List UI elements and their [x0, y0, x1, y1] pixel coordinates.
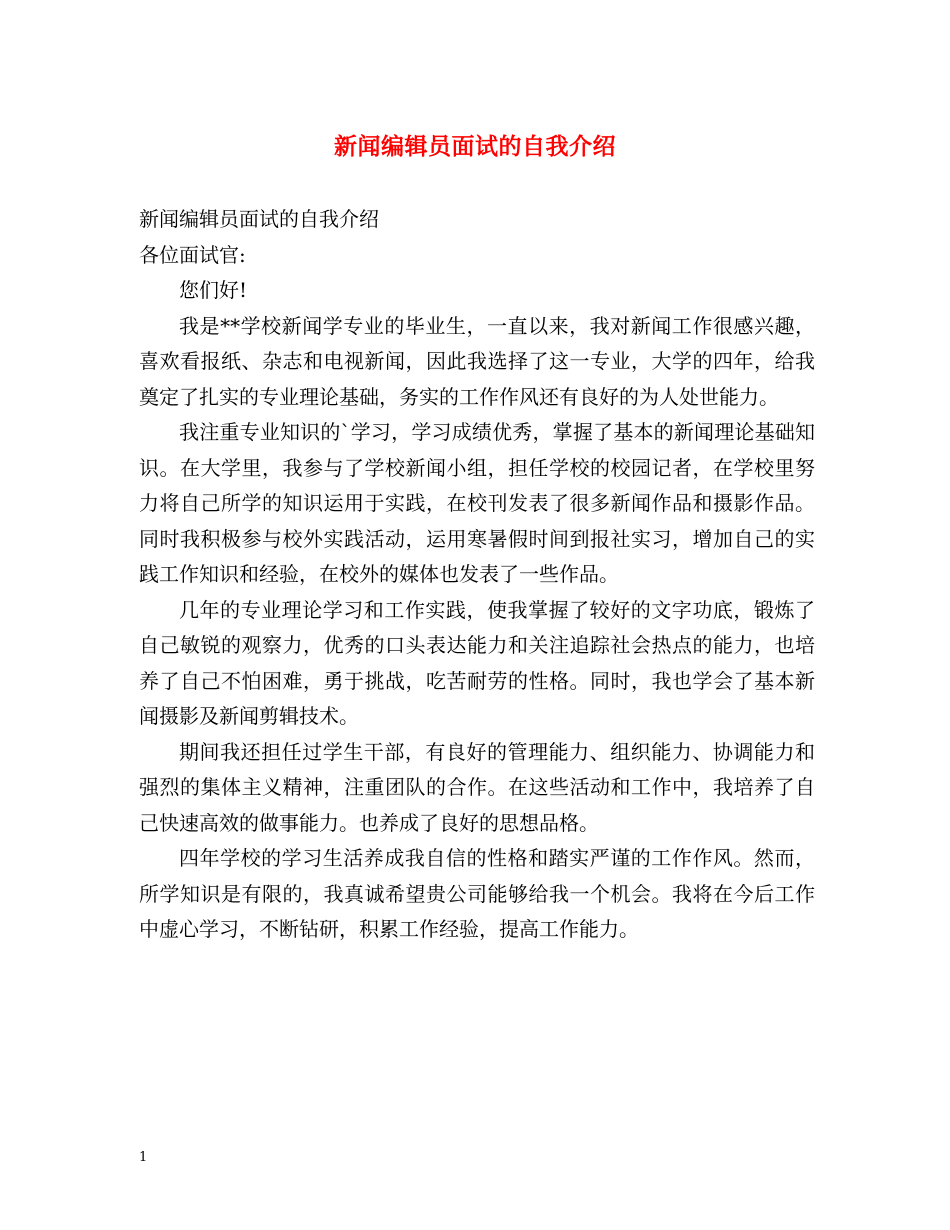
greeting: 您们好!	[179, 278, 248, 302]
salutation: 各位面试官:	[139, 242, 246, 267]
paragraph-4: 期间我还担任过学生干部，有良好的管理能力、组织能力、协调能力和强烈的集体主义精神，注重团队的合作。在这些活动和工作中，我培养了自己快速高效的做事能力。也养成了良好的思想品格。	[139, 739, 815, 835]
document-body	[139, 202, 815, 948]
paragraph-5: 四年学校的学习生活养成我自信的性格和踏实严谨的工作作风。然而，所学知识是有限的，我真诚希望贵公司能够给我一个机会。我将在今后工作中虚心学习，不断钻研，积累工作经验，提高工作能力。	[139, 846, 815, 941]
document-subtitle: 新闻编辑员面试的自我介绍	[139, 207, 379, 231]
paragraph-2: 我注重专业知识的`学习，学习成绩优秀，掌握了基本的新闻理论基础知识。在大学里，我参与了学校新闻小组，担任学校的校园记者，在学校里努力将自己所学的知识运用于实践，在校刊发表了很多新闻作品和摄影作品。同时我积极参与校外实践活动，运用寒暑假时间到报社实习，增加自己的实践工作知识和经验，在校外的媒体也发表了一些作品。	[139, 420, 815, 586]
paragraph-1: 我是**学校新闻学专业的毕业生，一直以来，我对新闻工作很感兴趣，喜欢看报纸、杂志和电视新闻，因此我选择了这一专业，大学的四年，给我奠定了扎实的专业理论基础，务实的工作作风还有良好的为人处世能力。	[139, 313, 815, 409]
page-number: 1	[139, 1150, 148, 1165]
paragraph-3: 几年的专业理论学习和工作实践，使我掌握了较好的文字功底，锻炼了自己敏锐的观察力，优秀的口头表达能力和关注追踪社会热点的能力，也培养了自己不怕困难，勇于挑战，吃苦耐劳的性格。同时，我也学会了基本新闻摄影及新闻剪辑技术。	[139, 597, 815, 728]
document-title: 新闻编辑员面试的自我介绍	[334, 133, 616, 160]
